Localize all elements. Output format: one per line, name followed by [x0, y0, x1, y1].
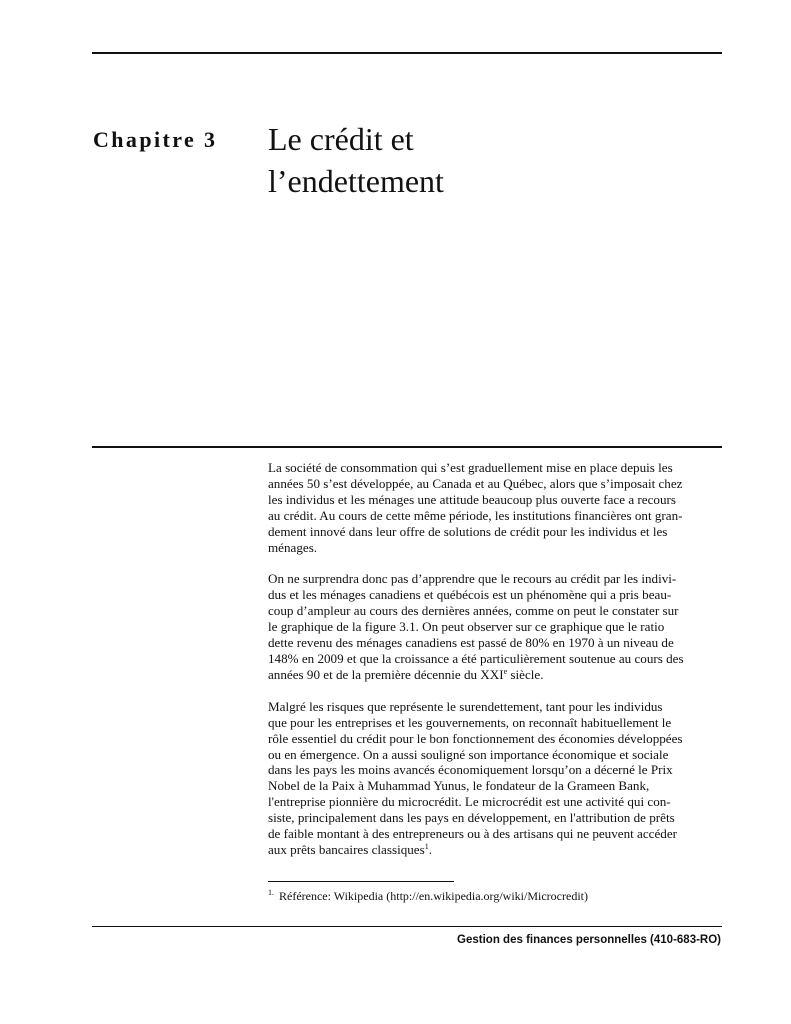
text-line: les individus et les ménages une attitude beaucoup plus ouverte face a recours — [268, 491, 676, 507]
body-text — [268, 460, 728, 874]
text-line: dans les pays les moins avancés économiquement lorsqu’on a décerné le Prix — [268, 762, 673, 778]
text-line — [268, 842, 728, 858]
text-line: le graphique de la figure 3.1. On peut observer sur ce graphique que le ratio — [268, 619, 665, 635]
text-line — [268, 667, 728, 683]
text-fragment: siècle. — [507, 666, 544, 682]
footnote-reference[interactable]: 1 — [424, 841, 429, 851]
paragraph-3 — [268, 699, 728, 858]
footer-rule — [92, 926, 722, 927]
footnote — [268, 888, 588, 904]
text-line: au crédit. Au cours de cette même période, les institutions financières ont gran- — [268, 507, 683, 523]
text-line: 148% en 2009 et que la croissance a été particulièrement soutenue au cours des — [268, 650, 684, 666]
text-fragment: années 90 et de la première décennie du XXI — [268, 666, 504, 682]
text-line: dus et les ménages canadiens et québécois est un phénomène qui a pris beau- — [268, 587, 672, 603]
chapter-title-line: l’endettement — [268, 163, 444, 199]
text-fragment: . — [428, 841, 432, 857]
text-line: rôle essentiel du crédit pour le bon fonctionnement des économies développées — [268, 730, 683, 746]
section-rule — [92, 446, 722, 448]
chapter-label: Chapitre 3 — [93, 127, 218, 152]
footnote-rule — [268, 881, 454, 882]
text-line: Nobel de la Paix à Muhammad Yunus, le fondateur de la Grameen Bank, — [268, 778, 650, 794]
text-line: Malgré les risques que représente le surendettement, tant pour les individus — [268, 698, 663, 714]
paragraph-2 — [268, 571, 728, 682]
text-line: années 50 s’est développée, au Canada et au Québec, alors que s’imposait chez — [268, 475, 683, 491]
text-line: siste, principalement dans les pays en développement, en l'attribution de prêts — [268, 810, 675, 826]
footnote-marker: 1. — [268, 888, 274, 897]
text-line: On ne surprendra donc pas d’apprendre que le recours au crédit par les indivi- — [268, 571, 677, 587]
text-line: dette revenu des ménages canadiens est passé de 80% en 1970 à un niveau de — [268, 635, 674, 651]
text-line: ou en émergence. On a aussi souligné son importance économique et sociale — [268, 746, 669, 762]
text-fragment: aux prêts bancaires classiques — [268, 841, 425, 857]
top-rule — [92, 52, 722, 54]
text-line: ménages. — [268, 539, 318, 555]
text-line: de faible montant à des entrepreneurs ou à des artisans qui ne peuvent accéder — [268, 826, 678, 842]
text-line: que pour les entreprises et les gouvernements, on reconnaît habituellement le — [268, 714, 672, 730]
footnote-text: Référence: Wikipedia (http://en.wikipedia.org/wiki/Microcredit) — [279, 889, 588, 903]
chapter-title-line: Le crédit et — [268, 121, 414, 157]
footer-title: Gestion des finances personnelles (410-683-RO) — [457, 934, 721, 946]
chapter-title — [268, 118, 668, 202]
text-line: dement innové dans leur offre de solutions de crédit pour les individus et les — [268, 523, 668, 539]
text-line: l'entreprise pionnière du microcrédit. Le microcrédit est une activité qui con- — [268, 794, 671, 810]
text-line: coup d’ampleur au cours des dernières années, comme on peut le constater sur — [268, 603, 679, 619]
superscript-century: e — [503, 666, 508, 676]
paragraph-1 — [268, 460, 728, 555]
text-line: La société de consommation qui s’est graduellement mise en place depuis les — [268, 460, 673, 475]
